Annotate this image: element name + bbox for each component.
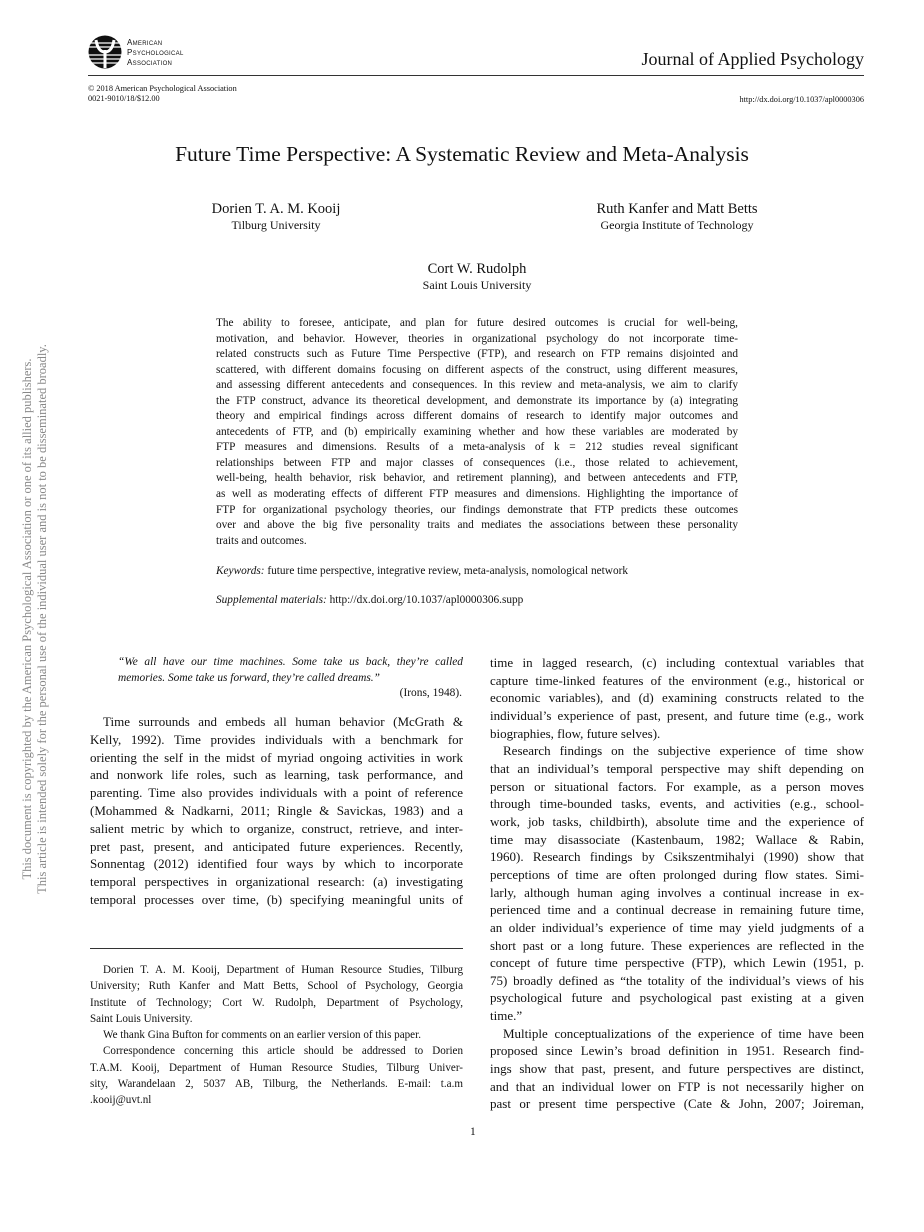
text-line: Time surrounds and embeds all human behavior (McGrath &	[103, 714, 463, 729]
text-line: Dorien T. A. M. Kooij, Department of Human Resource Studies, Tilburg	[103, 964, 463, 976]
text-line: biographies, flow, future selves).	[490, 725, 661, 741]
text-line: Saint Louis University.	[90, 1012, 193, 1025]
text-line: proposed since Lewin’s broad definition in 1951. Research find-	[490, 1043, 864, 1059]
text-line: past or present time perspective (Cate & John, 2007; Joireman,​	[490, 1096, 864, 1112]
text-line: T.A.M. Kooij, Department of Human Resource Studies, Tilburg Univer-	[90, 1061, 463, 1074]
supplemental-materials	[216, 594, 523, 606]
journal-title: Journal of Applied Psychology	[641, 49, 864, 69]
publisher-line: Association	[127, 58, 173, 67]
text-line: the FTP construct, advance its theoretical development, and demonstrate its importance by (a) integrating	[216, 394, 738, 407]
text-line: memories. Some take us forward, they’re called dreams.”	[118, 671, 380, 684]
publisher-line: American	[127, 38, 163, 47]
author-name: Dorien T. A. M. Kooij	[211, 201, 341, 217]
right-column-body	[490, 654, 864, 1113]
text-line: temporal processes over time, (b) specifying meaningful units of​	[90, 891, 463, 907]
text-line: theory and empirical findings across different domains of research to identify major outcomes and	[216, 410, 738, 423]
text-line: 75) broadly defined as “the totality of the individual’s views of his	[490, 972, 864, 988]
keywords	[216, 565, 628, 577]
text-line: over and above the big five personality traits and mediates the associations between these personality	[216, 519, 738, 532]
text-line: Multiple conceptualizations of the experience of time have been	[503, 1025, 864, 1041]
keywords-value: future time perspective, integrative review, meta-analysis, nomological network	[267, 565, 628, 577]
text-line: Kelly, 1992). Time provides individuals with a benchmark for	[90, 731, 463, 747]
text-line: individual’s experience of past, present, and future time (e.g., work	[490, 707, 864, 723]
keywords-label: Keywords:	[216, 565, 265, 577]
text-line: larly, although human aging involves a continual increase in ex-	[490, 884, 864, 900]
text-line: orienting the self in the midst of myriad ongoing activities in work	[90, 749, 463, 765]
text-line: FTP measures and dimensions. Results of a meta-analysis of k = 212 studies reveal significant	[216, 441, 738, 454]
author-affiliation: Saint Louis University	[422, 278, 532, 292]
issn-price: 0021-9010/18/$12.00	[88, 94, 160, 103]
text-line: parenting. Time also provides individuals with a point of reference	[90, 785, 463, 801]
text-line: as well as moderating effects of different FTP measures and dimensions. Highlighting the importance of	[216, 488, 738, 501]
text-line: and nonwork life roles, such as learning, task performance, and	[90, 767, 463, 783]
left-column-body	[90, 713, 463, 909]
author-block	[547, 201, 807, 233]
text-line: related constructs such as Future Time Perspective (FTP), and research on FTP remains disjointed and	[216, 348, 738, 361]
watermark-line: This document is copyrighted by the American Psychological Association or one of its allied publishers.	[20, 358, 34, 880]
author-block	[176, 201, 376, 233]
text-line: short past or a long future. These experiences are reflected in the	[490, 937, 864, 953]
text-line: through time-bounded tasks, events, and activities (e.g., school-	[490, 796, 864, 812]
text-line: temporal perspectives in organizational research: (a) investigating	[90, 874, 463, 890]
text-line: FTP for organizational psychology theories, our findings demonstrate that FTP predicts these outcomes	[216, 503, 738, 516]
epigraph	[118, 655, 463, 687]
text-line: person or situational factors. For example, as a person moves	[490, 778, 864, 794]
text-line: The ability to foresee, anticipate, and plan for future desired outcomes is crucial for well-being,	[216, 317, 738, 329]
article-title: Future Time Perspective: A Systematic Review and Meta-Analysis	[175, 142, 749, 166]
author-note	[90, 962, 463, 1109]
publisher-line: Psychological	[127, 48, 184, 57]
copyright-block	[88, 84, 237, 104]
apa-logo	[88, 35, 122, 69]
text-line: motivation, and behavior. However, theories in organizational psychology do not incorporate time-	[216, 332, 738, 345]
text-line: and that an individual lower on FTP is not necessarily higher on	[490, 1078, 864, 1094]
abstract	[216, 316, 738, 549]
text-line: 1960). Research findings by Csikszentmihalyi (1990) show that	[490, 849, 864, 865]
text-line: relationships between FTP and major classes of consequences (i.e., those related to achievement,	[216, 456, 738, 469]
text-line: ings show that past, present, and future perspectives are distinct,	[490, 1061, 864, 1077]
text-line: perienced time and a continual decrease in remaining future time,	[490, 902, 864, 918]
supplemental-link[interactable]: http://dx.doi.org/10.1037/apl0000306.supp	[329, 594, 524, 606]
text-line: traits and outcomes.	[216, 534, 307, 547]
author-name: Cort W. Rudolph	[427, 261, 527, 277]
text-line: Institute of Technology; Cort W. Rudolph, Department of Psychology,	[90, 996, 463, 1009]
text-line: concept of future time perspective (FTP), which Lewin (1951, p.	[490, 955, 864, 971]
text-line: well-being, health behavior, risk behavior, and retirement planning), and between antecedents and FTP,	[216, 472, 738, 485]
epigraph-attribution: (Irons, 1948).	[399, 687, 462, 699]
doi-link[interactable]: http://dx.doi.org/10.1037/apl0000306	[739, 95, 864, 104]
text-line: time in lagged research, (c) including contextual variables that	[490, 655, 864, 670]
publisher-name	[127, 38, 184, 68]
text-line: salient metric by which to organize, construct, retrieve, and inter-	[90, 820, 463, 836]
text-line: and assessing different antecedents and consequences. In this review and meta-analysis, we aim to clarify	[216, 379, 738, 392]
text-line: .kooij@uvt.nl	[90, 1094, 152, 1107]
text-line: pret past, present, and anticipated future experiences. Recently,	[90, 838, 463, 854]
text-line: that an individual’s temporal perspective may shift depending on	[490, 760, 864, 776]
watermark-line: This article is intended solely for the personal use of the individual user and is not to be disseminated broadly.	[35, 344, 49, 894]
text-line: “We all have our time machines. Some take us back, they’re called	[118, 656, 463, 668]
footnote-rule	[90, 948, 463, 949]
text-line: Correspondence concerning this article should be addressed to Dorien	[103, 1045, 463, 1058]
author-affiliation: Georgia Institute of Technology	[600, 218, 754, 232]
author-name: Ruth Kanfer and Matt Betts	[596, 201, 758, 217]
page-number: 1	[470, 1126, 476, 1138]
author-affiliation: Tilburg University	[231, 218, 321, 232]
text-line: sity, Warandelaan 2, 5037 AB, Tilburg, the Netherlands. E-mail: t.a.m	[90, 1078, 463, 1091]
copyright: © 2018 American Psychological Association	[88, 84, 237, 93]
author-block	[362, 261, 592, 293]
supplemental-label: Supplemental materials:	[216, 594, 327, 606]
text-line: (Mohammed & Nadkarni, 2011; Ringle & Savickas, 1983) and a	[90, 802, 463, 818]
text-line: We thank Gina Bufton for comments on an earlier version of this paper.	[103, 1029, 421, 1042]
text-line: time may disassociate (Kastenbaum, 1982; Wallace & Rabin,	[490, 831, 864, 847]
header-rule	[88, 75, 864, 76]
text-line: capture time-linked features of the environment (e.g., historical or	[490, 672, 864, 688]
text-line: time.”	[490, 1008, 523, 1024]
text-line: scattered, with different domains focusing on different aspects of the construct, using different measures,	[216, 363, 738, 376]
copyright-watermark	[20, 329, 50, 909]
text-line: an older individual’s experience of time may yield judgments of a	[490, 919, 864, 935]
text-line: antecedents of FTP, and (b) empirically examining whether and how these variables are moderated by	[216, 425, 738, 438]
text-line: perceptions of time are often prolonged during flow states. Simi-	[490, 866, 864, 882]
text-line: Sonnentag (2012) identified four ways by which to incorporate	[90, 856, 463, 872]
text-line: University; Ruth Kanfer and Matt Betts, School of Psychology, Georgia	[90, 980, 463, 993]
text-line: Research findings on the subjective experience of time show	[503, 743, 864, 759]
text-line: psychological future and psychological past existing at a given	[490, 990, 864, 1006]
text-line: economic variables), and (d) examining constructs related to the	[490, 690, 864, 706]
text-line: work, job tasks, childbirth), absolute time and the experience of	[490, 813, 864, 829]
